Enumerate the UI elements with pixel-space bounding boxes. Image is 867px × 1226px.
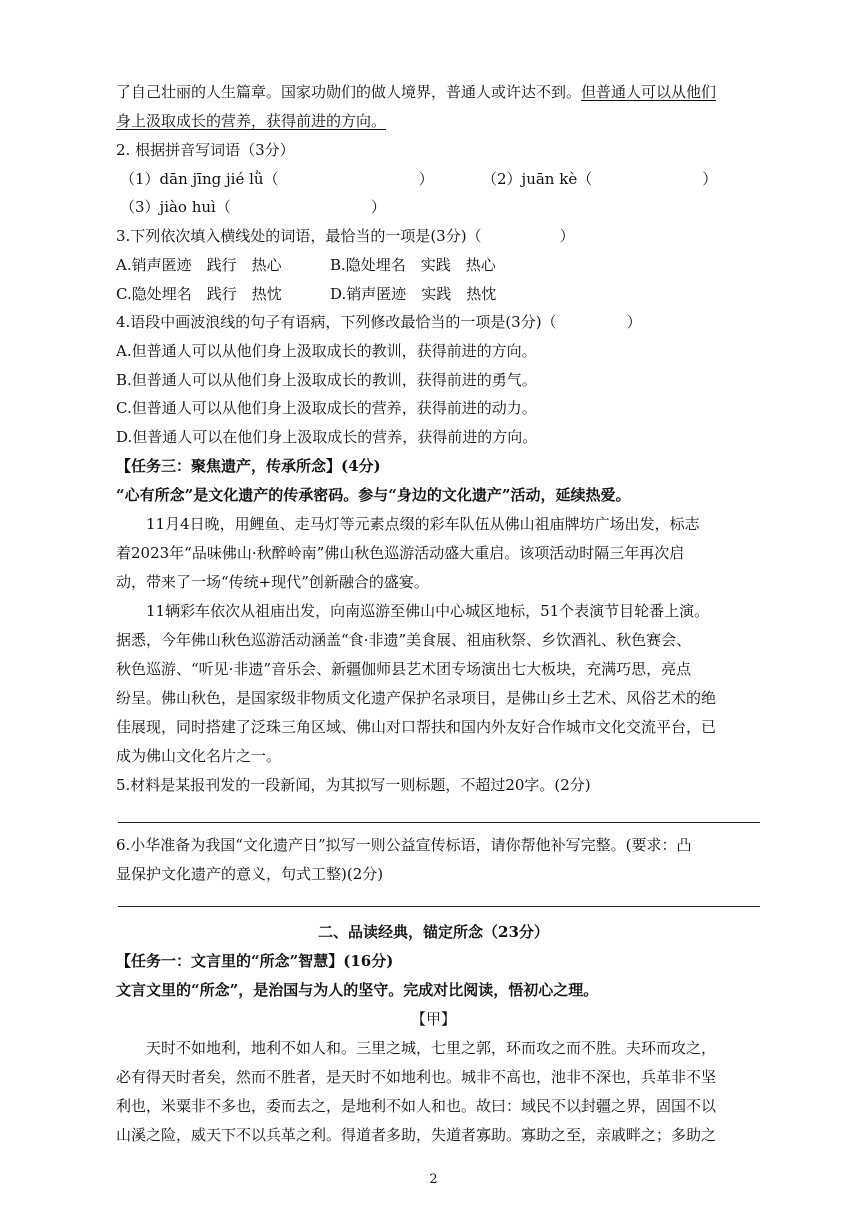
- q4-option-b: B.但普通人可以从他们身上汲取成长的教训，获得前进的勇气。: [116, 371, 537, 389]
- wavy-sentence-part2: 身上汲取成长的营养，获得前进的方向。: [116, 112, 387, 130]
- news-p2-line-5: 佳展现，同时搭建了泛珠三角区域、佛山对口帮扶和国内外友好合作城市文化交流平台，已: [116, 718, 717, 736]
- news-p1-line-1: 11月4日晚，用鲤鱼、走马灯等元素点缀的彩车队伍从佛山祖庙牌坊广场出发，标志: [146, 515, 700, 533]
- q2-item-1: （1）dān jīng jié lǜ（ ）: [120, 170, 434, 188]
- news-p2-line-1: 11辆彩车依次从祖庙出发，向南巡游至佛山中心城区地标，51个表演节目轮番上演。: [146, 602, 710, 620]
- q5-stem: 5.材料是某报刊发的一段新闻，为其拟写一则标题，不超过20字。(2分): [116, 776, 591, 794]
- passage-jia-label: 【甲】: [410, 1010, 456, 1028]
- news-p1-line-2: 着2023年“品味佛山·秋醉岭南”佛山秋色巡游活动盛大重启。该项活动时隔三年再次启: [116, 544, 685, 562]
- q2-item-2: （2）juān kè（ ）: [482, 170, 718, 188]
- q4-option-d: D.但普通人可以在他们身上汲取成长的营养，获得前进的方向。: [116, 428, 538, 446]
- q3-stem: 3.下列依次填入横线处的词语，最恰当的一项是(3分)（ ）: [116, 227, 575, 245]
- part2-lead: 文言文里的“所念”，是治国与为人的坚守。完成对比阅读，悟初心之理。: [116, 981, 599, 999]
- page-number: 2: [429, 1172, 438, 1187]
- q2-stem: 2. 根据拼音写词语（3分）: [116, 141, 295, 159]
- news-p2-line-3: 秋色巡游、“听见·非遗”音乐会、新疆伽师县艺术团专场演出七大板块，充满巧思，亮点: [116, 660, 692, 678]
- intro-line-2: [116, 111, 386, 131]
- passage-line-2: 必有得天时者矣，然而不胜者，是天时不如地利也。城非不高也，池非不深也，兵革非不坚: [116, 1068, 717, 1086]
- q3-option-b: B.隐处埋名 实践 热心: [330, 256, 496, 274]
- part2-heading: 二、品读经典，锚定所念（23分）: [318, 923, 549, 941]
- intro-text: 了自己壮丽的人生篇章。国家功勋们的做人境界，普通人或许达不到。: [116, 83, 582, 101]
- q3-option-a: A.销声匿迹 践行 热心: [116, 256, 282, 274]
- passage-line-3: 利也，米粟非不多也，委而去之，是地利不如人和也。故曰：域民不以封疆之界，固国不以: [116, 1097, 717, 1115]
- q6-line-1: 6.小华准备为我国“文化遗产日”拟写一则公益宣传标语，请你帮他补写完整。(要求：凸: [116, 836, 692, 854]
- passage-line-1: 天时不如地利，地利不如人和。三里之城，七里之郭，环而攻之而不胜。夫环而攻之，: [146, 1039, 717, 1057]
- q6-line-2: 显保护文化遗产的意义，句式工整)(2分): [116, 865, 384, 883]
- q4-stem: 4.语段中画波浪线的句子有语病，下列修改最恰当的一项是(3分)（ ）: [116, 313, 642, 331]
- task3-heading: 【任务三：聚焦遗产，传承所念】(4分): [116, 457, 381, 475]
- passage-line-4: 山溪之险，威天下不以兵革之利。得道者多助，失道者寡助。寡助之至，亲戚畔之；多助之: [116, 1126, 717, 1144]
- q4-option-a: A.但普通人可以从他们身上汲取成长的教训，获得前进的方向。: [116, 342, 537, 360]
- news-p2-line-4: 纷呈。佛山秋色，是国家级非物质文化遗产保护名录项目，是佛山乡土艺术、风俗艺术的绝: [116, 689, 717, 707]
- news-p1-line-3: 动，带来了一场“传统+现代”创新融合的盛宴。: [116, 573, 429, 591]
- q4-option-c: C.但普通人可以从他们身上汲取成长的营养，获得前进的动力。: [116, 399, 537, 417]
- intro-line-1: [116, 82, 716, 102]
- q2-item-3: （3）jiào huì（ ）: [120, 198, 386, 216]
- q5-answer-line[interactable]: [118, 822, 760, 823]
- q3-option-d: D.销声匿迹 实践 热忱: [330, 285, 497, 303]
- news-p2-line-6: 成为佛山文化名片之一。: [116, 747, 282, 765]
- news-p2-line-2: 据悉，今年佛山秋色巡游活动涵盖“食·非遗”美食展、祖庙秋祭、乡饮酒礼、秋色赛会、: [116, 631, 692, 649]
- wavy-sentence-part1: 但普通人可以从他们: [581, 83, 717, 101]
- q6-answer-line[interactable]: [118, 906, 760, 907]
- q3-option-c: C.隐处埋名 践行 热忱: [116, 285, 282, 303]
- task3-lead: “心有所念”是文化遗产的传承密码。参与“身边的文化遗产”活动，延续热爱。: [116, 486, 631, 504]
- part2-task1-heading: 【任务一：文言里的“所念”智慧】(16分): [116, 952, 394, 970]
